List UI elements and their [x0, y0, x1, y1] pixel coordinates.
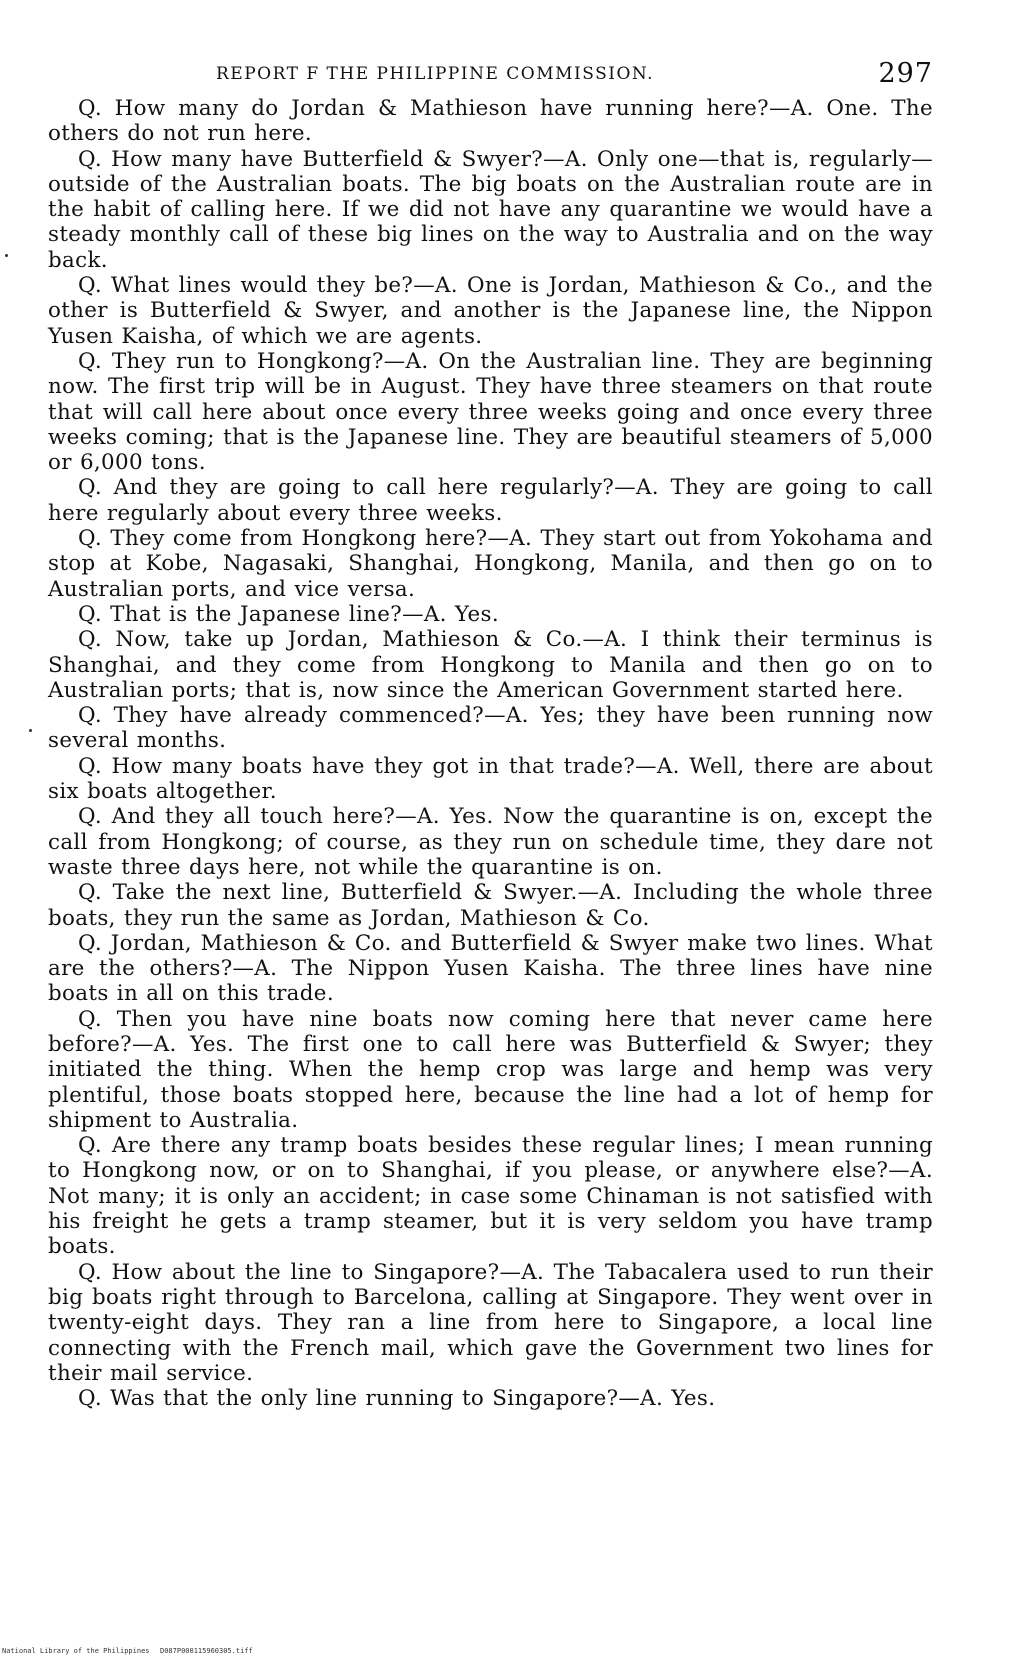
qa-paragraph: Q. How about the line to Singapore?—A. The Tabacalera used to run their big boats right through to Barcelona, calling at Singapore. They went over in twenty-eight days. They ran a line from here to Singapore, a local line connecting with the French mail, which gave the Government two lines for their mail service. [48, 1259, 933, 1386]
qa-paragraph: Q. How many have Butterfield & Swyer?—A. Only one—that is, regularly—outside of the Australian boats. The big boats on the Australian route are in the habit of calling here. If we did not have any quarantine we would have a steady monthly call of these big lines on the way to Australia and on the way back. [48, 146, 933, 273]
qa-paragraph: Q. They run to Hongkong?—A. On the Australian line. They are beginning now. The first trip will be in August. They have three steamers on that route that will call here about once every three weeks going and once every three weeks coming; that is the Japanese line. They are beautiful steamers of 5,000 or 6,000 tons. [48, 348, 933, 476]
qa-paragraph: Q. They come from Hongkong here?—A. They start out from Yokohama and stop at Kobe, Nagasaki, Shanghai, Hongkong, Manila, and then go on to Australian ports, and vice versa. [48, 526, 933, 602]
margin-mark [5, 254, 8, 257]
page-number: 297 [878, 58, 933, 89]
qa-paragraph: Q. Are there any tramp boats besides these regular lines; I mean running to Hongkong now, or on to Shanghai, if you please, or anywhere else?—A. Not many; it is only an accident; in case some Chinaman is not satisfied with his freight he gets a tramp steamer, but it is very seldom you have tramp boats. [48, 1133, 933, 1260]
document-page [48, 58, 933, 1411]
qa-paragraph: Q. That is the Japanese line?—A. Yes. [78, 601, 500, 627]
footer-library-label: National Library of the Philippines [2, 1647, 150, 1655]
qa-paragraph: Q. How many boats have they got in that trade?—A. Well, there are about six boats altogether. [48, 753, 933, 805]
page-header [48, 58, 933, 92]
document-body [48, 96, 933, 1411]
qa-paragraph: Q. Was that the only line running to Singapore?—A. Yes. [78, 1386, 716, 1412]
qa-paragraph: Q. They have already commenced?—A. Yes; they have been running now several months. [48, 703, 933, 754]
qa-paragraph: Q. Jordan, Mathieson & Co. and Butterfield & Swyer make two lines. What are the others?—A. The Nippon Yusen Kaisha. The three lines have nine boats in all on this trade. [48, 930, 933, 1007]
margin-mark [29, 729, 32, 732]
footer-file-name: D087P000115960305.tiff [160, 1647, 253, 1655]
qa-paragraph: Q. And they all touch here?—A. Yes. Now the quarantine is on, except the call from Hongkong; of course, as they run on schedule time, they dare not waste three days here, not while the quarantine is on. [48, 804, 933, 880]
qa-paragraph: Q. What lines would they be?—A. One is Jordan, Mathieson & Co., and the other is Butterfield & Swyer, and another is the Japanese line, the Nippon Yusen Kaisha, of which we are agents. [48, 273, 933, 349]
running-title: REPORT F THE PHILIPPINE COMMISSION. [216, 64, 655, 84]
qa-paragraph: Q. Take the next line, Butterfield & Swyer.—A. Including the whole three boats, they run the same as Jordan, Mathieson & Co. [48, 880, 933, 931]
qa-paragraph: Q. And they are going to call here regularly?—A. They are going to call here regularly about every three weeks. [48, 475, 933, 526]
qa-paragraph: Q. Then you have nine boats now coming here that never came here before?—A. Yes. The first one to call here was Butterfield & Swyer; they initiated the thing. When the hemp crop was large and hemp was very plentiful, those boats stopped here, because the line had a lot of hemp for shipment to Australia. [48, 1006, 933, 1133]
qa-paragraph: Q. Now, take up Jordan, Mathieson & Co.—A. I think their terminus is Shanghai, and they come from Hongkong to Manila and then go on to Australian ports; that is, now since the American Government started here. [48, 627, 933, 703]
qa-paragraph: Q. How many do Jordan & Mathieson have running here?—A. One. The others do not run here. [48, 96, 933, 147]
